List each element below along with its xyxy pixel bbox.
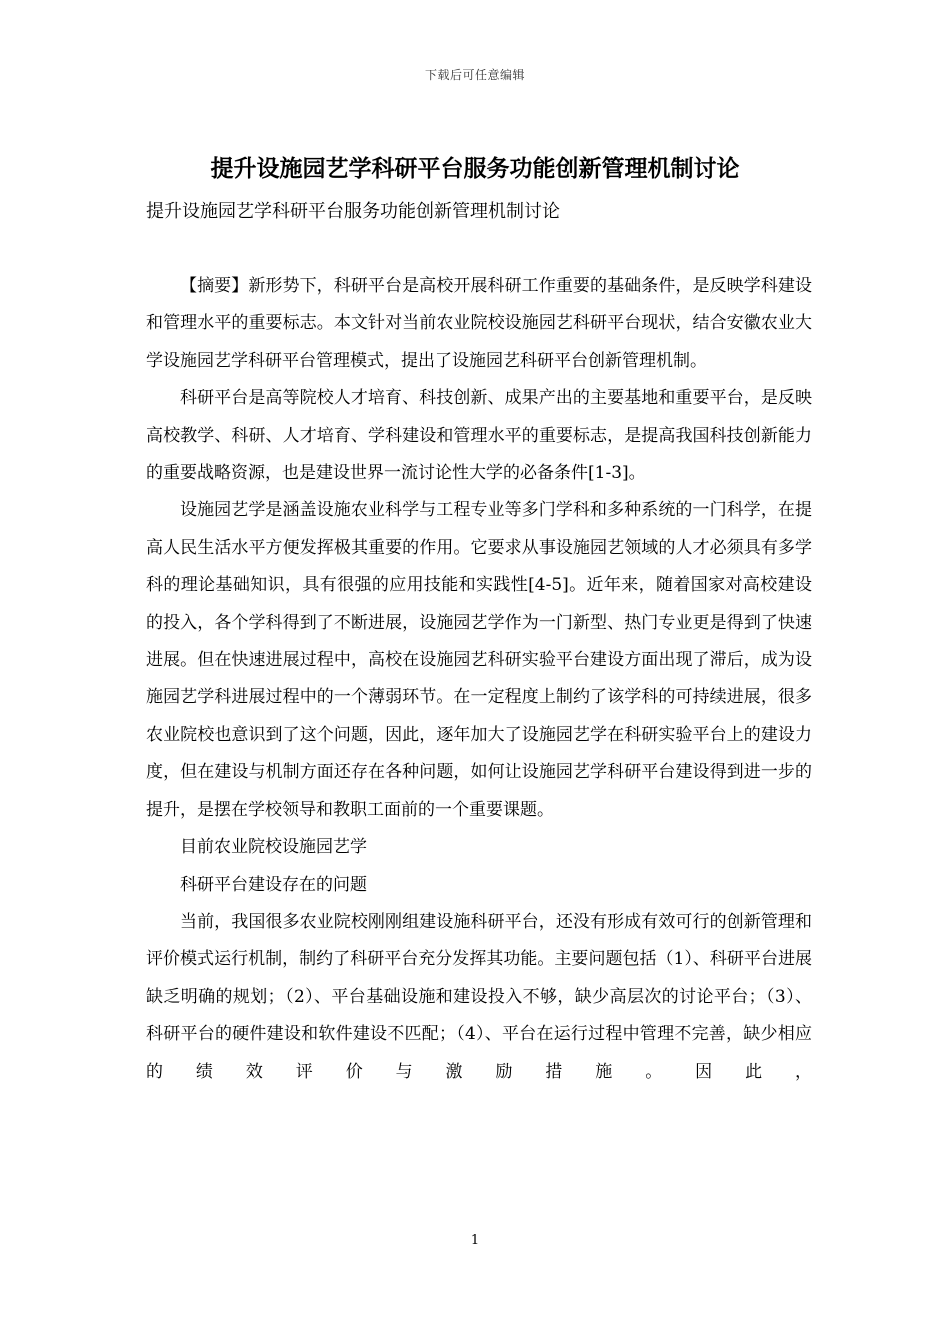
body-paragraph: 当前，我国很多农业院校刚刚组建设施科研平台，还没有形成有效可行的创新管理和评价模式运行机制，制约了科研平台充分发挥其功能。主要问题包括（1）、科研平台进展缺乏明确的规划；（2）、平台基础设施和建设投入不够，缺少高层次的讨论平台；（3）、科研平台的硬件建设和软件建设不匹配；（4）、平台在运行过程中管理不完善，缺少相应的绩效评价与激励措施。因此， [146, 911, 812, 1082]
document-title: 提升设施园艺学科研平台服务功能创新管理机制讨论 [210, 155, 740, 182]
document-body [146, 268, 812, 1091]
document-subtitle: 提升设施园艺学科研平台服务功能创新管理机制讨论 [146, 201, 560, 222]
page-number: 1 [470, 1233, 480, 1248]
section-heading: 目前农业院校设施园艺学 [180, 837, 367, 858]
section-heading: 科研平台建设存在的问题 [180, 874, 367, 895]
header-note: 下载后可任意编辑 [424, 68, 525, 82]
body-paragraph: 科研平台是高等院校人才培育、科技创新、成果产出的主要基地和重要平台，是反映高校教学、科研、人才培育、学科建设和管理水平的重要标志，是提高我国科技创新能力的重要战略资源，也是建设世界一流讨论性大学的必备条件[1-3]。 [146, 388, 812, 484]
abstract-paragraph: 【摘要】新形势下，科研平台是高校开展科研工作重要的基础条件，是反映学科建设和管理水平的重要标志。本文针对当前农业院校设施园艺科研平台现状，结合安徽农业大学设施园艺学科研平台管理模式，提出了设施园艺科研平台创新管理机制。 [146, 276, 812, 371]
body-paragraph: 设施园艺学是涵盖设施农业科学与工程专业等多门学科和多种系统的一门科学，在提高人民生活水平方便发挥极其重要的作用。它要求从事设施园艺领域的人才必须具有多学科的理论基础知识，具有很强的应用技能和实践性[4-5]。近年来，随着国家对高校建设的投入，各个学科得到了不断进展，设施园艺学作为一门新型、热门专业更是得到了快速进展。但在快速进展过程中，高校在设施园艺科研实验平台建设方面出现了滞后，成为设施园艺学科进展过程中的一个薄弱环节。在一定程度上制约了该学科的可持续进展，很多农业院校也意识到了这个问题，因此，逐年加大了设施园艺学在科研实验平台上的建设力度，但在建设与机制方面还存在各种问题，如何让设施园艺学科研平台建设得到进一步的提升，是摆在学校领导和教职工面前的一个重要课题。 [146, 500, 812, 820]
